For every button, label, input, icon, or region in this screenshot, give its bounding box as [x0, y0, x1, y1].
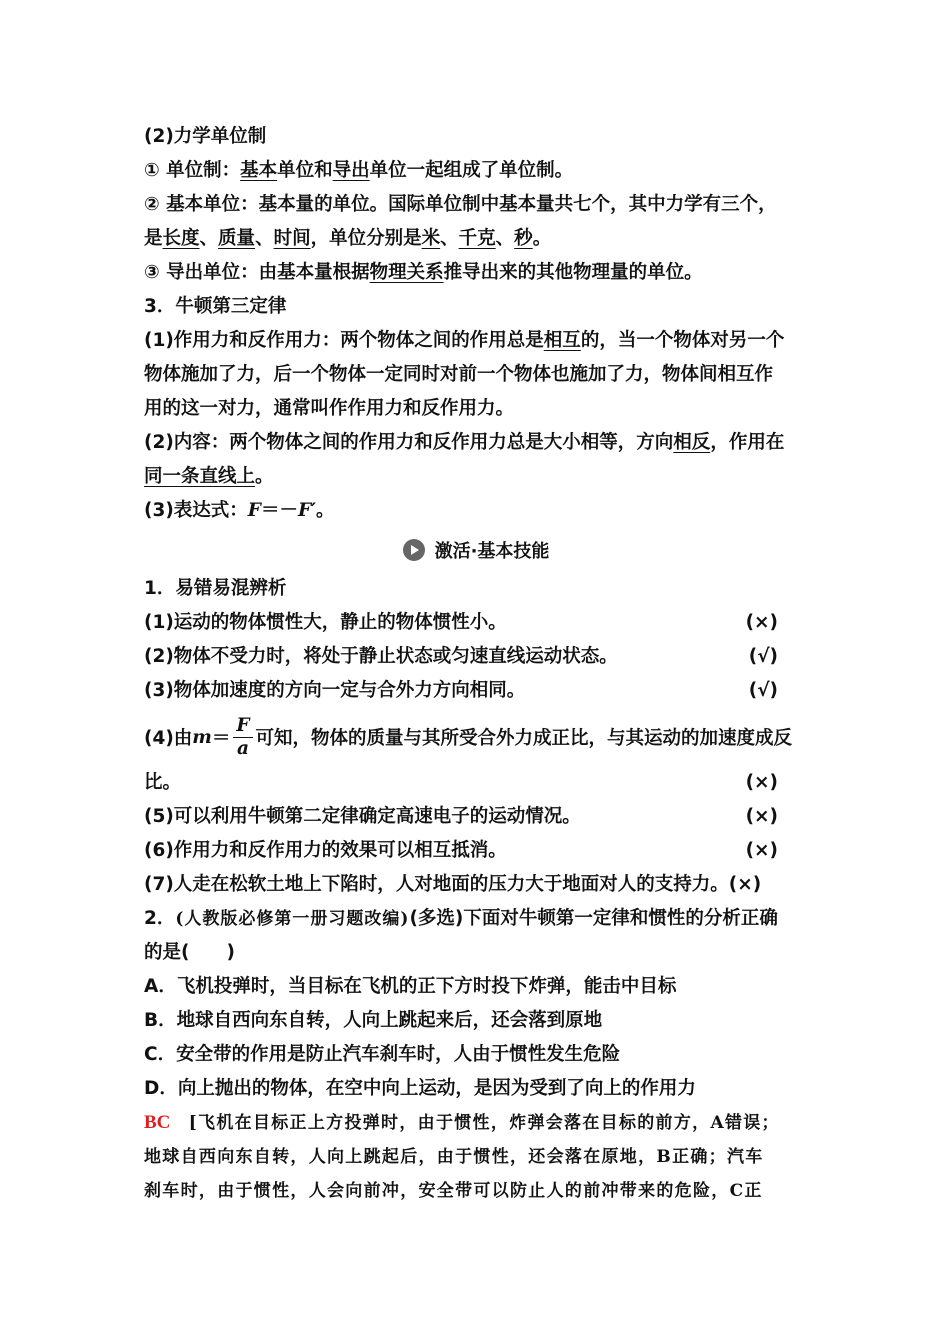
text: 、	[255, 228, 274, 249]
derived-units	[144, 256, 808, 290]
action-reaction-line2: 物体施加了力，后一个物体一定同时对前一个物体也施加了力，物体间相互作	[144, 364, 774, 385]
fraction-denominator: a	[236, 737, 249, 759]
law-content-line1	[144, 426, 808, 460]
text: ③ 导出单位：由基本量根据	[144, 262, 370, 283]
question-2-stem-cont: 的是( )	[144, 942, 235, 963]
option-c: C．安全带的作用是防止汽车刹车时，人由于惯性发生危险	[144, 1044, 621, 1065]
answer-explanation-line1	[144, 1106, 808, 1140]
text: ，作用在	[710, 432, 785, 453]
text: 、	[495, 228, 515, 249]
answer-explanation-line3: 刹车时，由于惯性，人会向前冲，安全带可以防止人的前冲带来的危险，C正	[144, 1181, 763, 1201]
question-number: 2．	[144, 908, 176, 929]
judge-text: (6)作用力和反作用力的效果可以相互抵消。	[144, 840, 507, 861]
judge-text: (2)物体不受力时，将处于静止状态或匀速直线运动状态。	[144, 646, 618, 667]
law-content-line2	[144, 460, 808, 494]
text: 推导出来的其他物理量的单位。	[443, 262, 703, 283]
judge-item	[144, 674, 808, 708]
text: 的，当一个物体对另一个	[580, 330, 785, 351]
option-a: A．飞机投弹时，当目标在飞机的正下方时投下炸弹，能击中目标	[144, 976, 677, 997]
judge-mark: (×)	[745, 612, 778, 633]
underlined-term: 基本	[240, 160, 278, 181]
text: 。	[255, 466, 274, 487]
underlined-term: 秒	[514, 228, 533, 249]
judge-item-7: (7)人走在松软土地上下陷时，人对地面的压力大于地面对人的支持力。(×)	[144, 874, 762, 895]
base-units-line1: ② 基本单位：基本量的单位。国际单位制中基本量共七个，其中力学有三个，	[144, 194, 777, 215]
base-units-line2	[144, 222, 808, 256]
law-expression	[144, 494, 808, 528]
question-source: (人教版必修第一册习题改编)	[175, 909, 410, 929]
text: 可知，物体的质量与其所受合外力成正比，与其运动的加速度成反	[255, 728, 793, 749]
question-2-stem	[144, 902, 808, 936]
judge-mark: (√)	[748, 646, 778, 667]
judge-mark: (√)	[748, 680, 778, 701]
text: 是	[144, 228, 163, 249]
judge-mark: (×)	[745, 840, 778, 861]
judge-text: (1)运动的物体惯性大，静止的物体惯性小。	[144, 612, 507, 633]
text: 单位一起组成了单位制。	[369, 160, 574, 181]
math-var: m	[192, 726, 212, 748]
judge-mark: (×)	[745, 772, 778, 793]
action-reaction-line1	[144, 324, 808, 358]
text: 、	[199, 228, 219, 249]
fraction-numerator: F	[233, 715, 252, 738]
explanation-text: [飞机在目标正上方投弹时，由于惯性，炸弹会落在目标的前方，A错误；	[170, 1113, 780, 1133]
underlined-term: 千克	[458, 228, 496, 249]
answer-key: BC	[144, 1112, 171, 1133]
fraction	[233, 715, 252, 760]
action-reaction-line3: 用的这一对力，通常叫作作用力和反作用力。	[144, 398, 515, 419]
text: 。	[532, 228, 552, 249]
judge-title: 1．易错易混辨析	[144, 578, 287, 599]
underlined-term: 物理关系	[369, 262, 444, 283]
judge-item-4-cont	[144, 766, 808, 800]
unit-system-definition	[144, 154, 808, 188]
text: (3)表达式：	[144, 500, 248, 521]
text: 、	[440, 228, 459, 249]
judge-text: 比。	[144, 772, 182, 793]
text: (1)作用力和反作用力：两个物体之间的作用总是	[144, 330, 544, 351]
text: (多选)下面对牛顿第一定律和惯性的分析正确	[409, 908, 778, 929]
text: (2)内容：两个物体之间的作用力和反作用力总是大小相等，方向	[144, 432, 674, 453]
text: ，单位分别是	[310, 228, 422, 249]
underlined-term: 米	[421, 228, 441, 249]
judge-item	[144, 640, 808, 674]
judge-item	[144, 800, 808, 834]
judge-item-4	[144, 708, 808, 766]
text: 。	[315, 500, 335, 521]
underlined-term: 相反	[673, 432, 711, 453]
answer-explanation-line2: 地球自西向东自转，人向上跳起后，由于惯性，还会落在原地，B正确；汽车	[144, 1147, 764, 1167]
section-header-label: 激活·基本技能	[434, 541, 550, 562]
text: 单位和	[277, 160, 333, 181]
underlined-term: 同一条直线上	[144, 466, 256, 487]
judge-text: (5)可以利用牛顿第二定律确定高速电子的运动情况。	[144, 806, 581, 827]
text: ＝	[211, 728, 231, 749]
judge-item	[144, 606, 808, 640]
document-page	[144, 120, 808, 1208]
underlined-term: 长度	[162, 228, 200, 249]
underlined-term: 导出	[332, 160, 370, 181]
unit-system-title: (2)力学单位制	[144, 126, 267, 147]
judge-text: (3)物体加速度的方向一定与合外力方向相同。	[144, 680, 526, 701]
underlined-term: 相互	[543, 330, 581, 351]
math-var: F	[247, 500, 261, 521]
judge-mark: (×)	[745, 806, 778, 827]
option-d: D．向上抛出的物体，在空中向上运动，是因为受到了向上的作用力	[144, 1078, 696, 1099]
text: ＝－	[260, 500, 298, 521]
judge-item	[144, 834, 808, 868]
text: (4)由	[144, 728, 193, 749]
option-b: B．地球自西向东自转，人向上跳起来后，还会落到原地	[144, 1010, 603, 1031]
text: ① 单位制：	[144, 160, 241, 181]
newton-third-law-title: 3．牛顿第三定律	[144, 296, 287, 317]
underlined-term: 质量	[218, 228, 256, 249]
underlined-term: 时间	[273, 228, 311, 249]
math-var: F′	[297, 500, 316, 521]
play-icon	[403, 539, 425, 561]
section-header	[144, 528, 808, 572]
